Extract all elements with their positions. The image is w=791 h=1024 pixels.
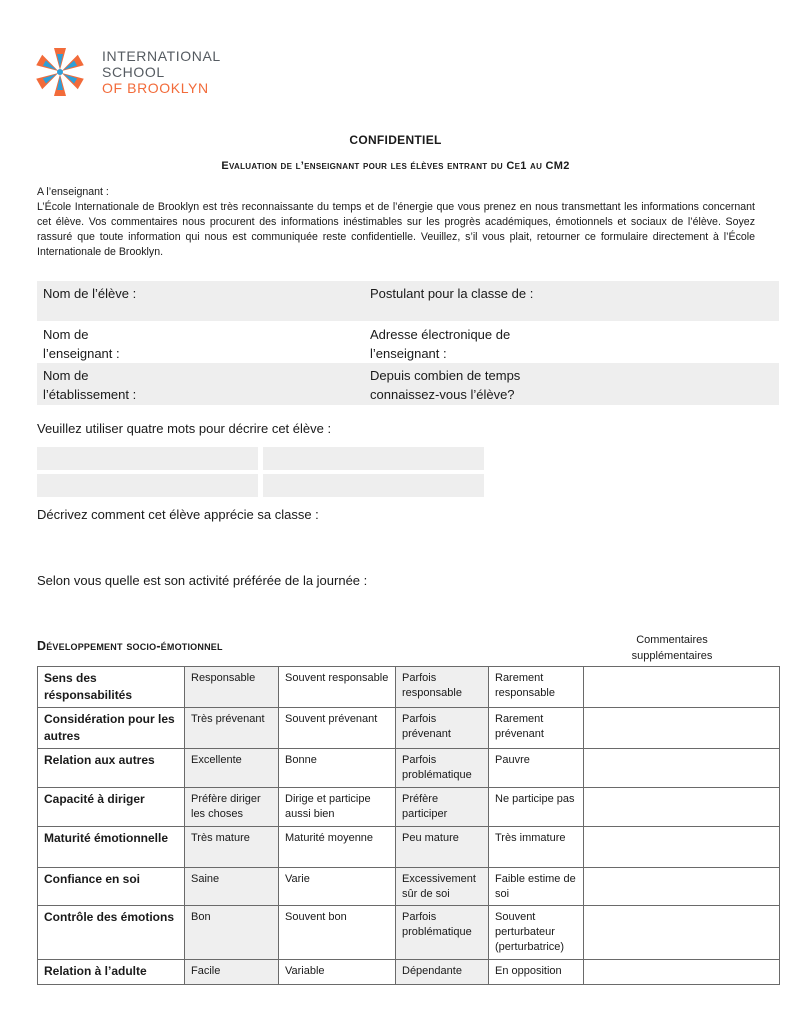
rating-option[interactable]: Parfois problématique	[396, 749, 489, 788]
criterion-label: Sens des résponsabilités	[38, 667, 185, 708]
table-row	[38, 708, 780, 749]
school-logo-icon	[30, 44, 90, 100]
criterion-label: Maturité émotionnelle	[38, 827, 185, 868]
intro-text	[37, 185, 755, 260]
comment-cell[interactable]	[584, 749, 780, 788]
logo-line-1: INTERNATIONAL	[102, 48, 221, 64]
criterion-label: Relation aux autres	[38, 749, 185, 788]
school-name-logo	[102, 48, 221, 96]
rating-option[interactable]: Excessivement sûr de soi	[396, 868, 489, 906]
field-row-2	[37, 321, 779, 363]
rating-option[interactable]: Excellente	[185, 749, 279, 788]
student-info-grid	[37, 281, 779, 405]
rating-option[interactable]: Dirige et participe aussi bien	[279, 788, 396, 827]
rating-option[interactable]: Très prévenant	[185, 708, 279, 749]
comment-cell[interactable]	[584, 708, 780, 749]
rating-option[interactable]: Préfère diriger les choses	[185, 788, 279, 827]
applying-grade-field[interactable]: Postulant pour la classe de :	[370, 286, 534, 301]
rating-option[interactable]: Responsable	[185, 667, 279, 708]
student-name-field[interactable]: Nom de l’élève :	[43, 286, 137, 301]
socio-emotional-table	[37, 666, 780, 985]
table-row	[38, 868, 780, 906]
word-input-3[interactable]	[37, 474, 258, 497]
favorite-activity-question: Selon vous quelle est son activité préférée de la journée :	[37, 573, 368, 588]
rating-option[interactable]: Facile	[185, 960, 279, 985]
known-duration-field[interactable]: Depuis combien de temps connaissez-vous l’élève?	[370, 368, 521, 402]
table-row	[38, 906, 780, 960]
rating-option[interactable]: Bonne	[279, 749, 396, 788]
rating-option[interactable]: Rarement responsable	[489, 667, 584, 708]
rating-option[interactable]: Souvent bon	[279, 906, 396, 960]
form-title: Evaluation de l’enseignant pour les élèves entrant du Ce1 au CM2	[221, 160, 570, 172]
rating-option[interactable]: En opposition	[489, 960, 584, 985]
rating-option[interactable]: Parfois prévenant	[396, 708, 489, 749]
section-title: Développement socio-émotionnel	[37, 639, 223, 653]
confidential-heading: CONFIDENTIEL	[349, 133, 442, 147]
teacher-name-field[interactable]: Nom de l’enseignant :	[43, 327, 120, 361]
table-row	[38, 788, 780, 827]
logo-line-2: SCHOOL	[102, 64, 165, 80]
table-row	[38, 960, 780, 985]
comment-cell[interactable]	[584, 868, 780, 906]
rating-option[interactable]: Parfois problématique	[396, 906, 489, 960]
logo-line-3: OF BROOKLYN	[102, 80, 209, 96]
salutation: A l’enseignant :	[37, 186, 109, 198]
word-input-2[interactable]	[263, 447, 484, 470]
rating-option[interactable]: Préfère participer	[396, 788, 489, 827]
rating-option[interactable]: Varie	[279, 868, 396, 906]
rating-option[interactable]: Ne participe pas	[489, 788, 584, 827]
field-row-1	[37, 281, 779, 321]
field-row-3	[37, 363, 779, 405]
comment-cell[interactable]	[584, 788, 780, 827]
criterion-label: Contrôle des émotions	[38, 906, 185, 960]
rating-option[interactable]: Peu mature	[396, 827, 489, 868]
school-name-field[interactable]: Nom de l’établissement :	[43, 368, 137, 402]
rating-option[interactable]: Maturité moyenne	[279, 827, 396, 868]
rating-option[interactable]: Dépendante	[396, 960, 489, 985]
comment-cell[interactable]	[584, 827, 780, 868]
rating-option[interactable]: Bon	[185, 906, 279, 960]
comments-header: Commentaires supplémentaires	[631, 634, 713, 662]
table-row	[38, 827, 780, 868]
comment-cell[interactable]	[584, 906, 780, 960]
rating-option[interactable]: Variable	[279, 960, 396, 985]
criterion-label: Relation à l’adulte	[38, 960, 185, 985]
comment-cell[interactable]	[584, 960, 780, 985]
teacher-email-field[interactable]: Adresse électronique de l’enseignant :	[370, 327, 511, 361]
rating-option[interactable]: Parfois responsable	[396, 667, 489, 708]
comment-cell[interactable]	[584, 667, 780, 708]
four-words-question: Veuillez utiliser quatre mots pour décrire cet élève :	[37, 421, 332, 436]
rating-option[interactable]: Saine	[185, 868, 279, 906]
criterion-label: Capacité à diriger	[38, 788, 185, 827]
rating-option[interactable]: Rarement prévenant	[489, 708, 584, 749]
rating-option[interactable]: Très immature	[489, 827, 584, 868]
intro-body: L’École Internationale de Brooklyn est très reconnaissante du temps et de l’énergie que vous prenez en nous transmettant les informations concernant cet élève. Vos commentaires nous procurent des informations inéstimables sur les progrès académiques, émotionnels et sociaux de l’élève. Soyez rassuré que toute information qui nous est communiquée reste confidentielle. Veuillez, s’il vous plait, retourner ce formulaire directement à l’École Internationale de Brooklyn.	[37, 201, 755, 258]
rating-option[interactable]: Souvent perturbateur (perturbatrice)	[489, 906, 584, 960]
rating-option[interactable]: Souvent responsable	[279, 667, 396, 708]
criterion-label: Considération pour les autres	[38, 708, 185, 749]
rating-option[interactable]: Souvent prévenant	[279, 708, 396, 749]
criterion-label: Confiance en soi	[38, 868, 185, 906]
word-input-4[interactable]	[263, 474, 484, 497]
rating-option[interactable]: Faible estime de soi	[489, 868, 584, 906]
rating-option[interactable]: Pauvre	[489, 749, 584, 788]
word-input-1[interactable]	[37, 447, 258, 470]
table-row	[38, 667, 780, 708]
table-row	[38, 749, 780, 788]
appreciates-class-question: Décrivez comment cet élève apprécie sa classe :	[37, 507, 319, 522]
rating-option[interactable]: Très mature	[185, 827, 279, 868]
